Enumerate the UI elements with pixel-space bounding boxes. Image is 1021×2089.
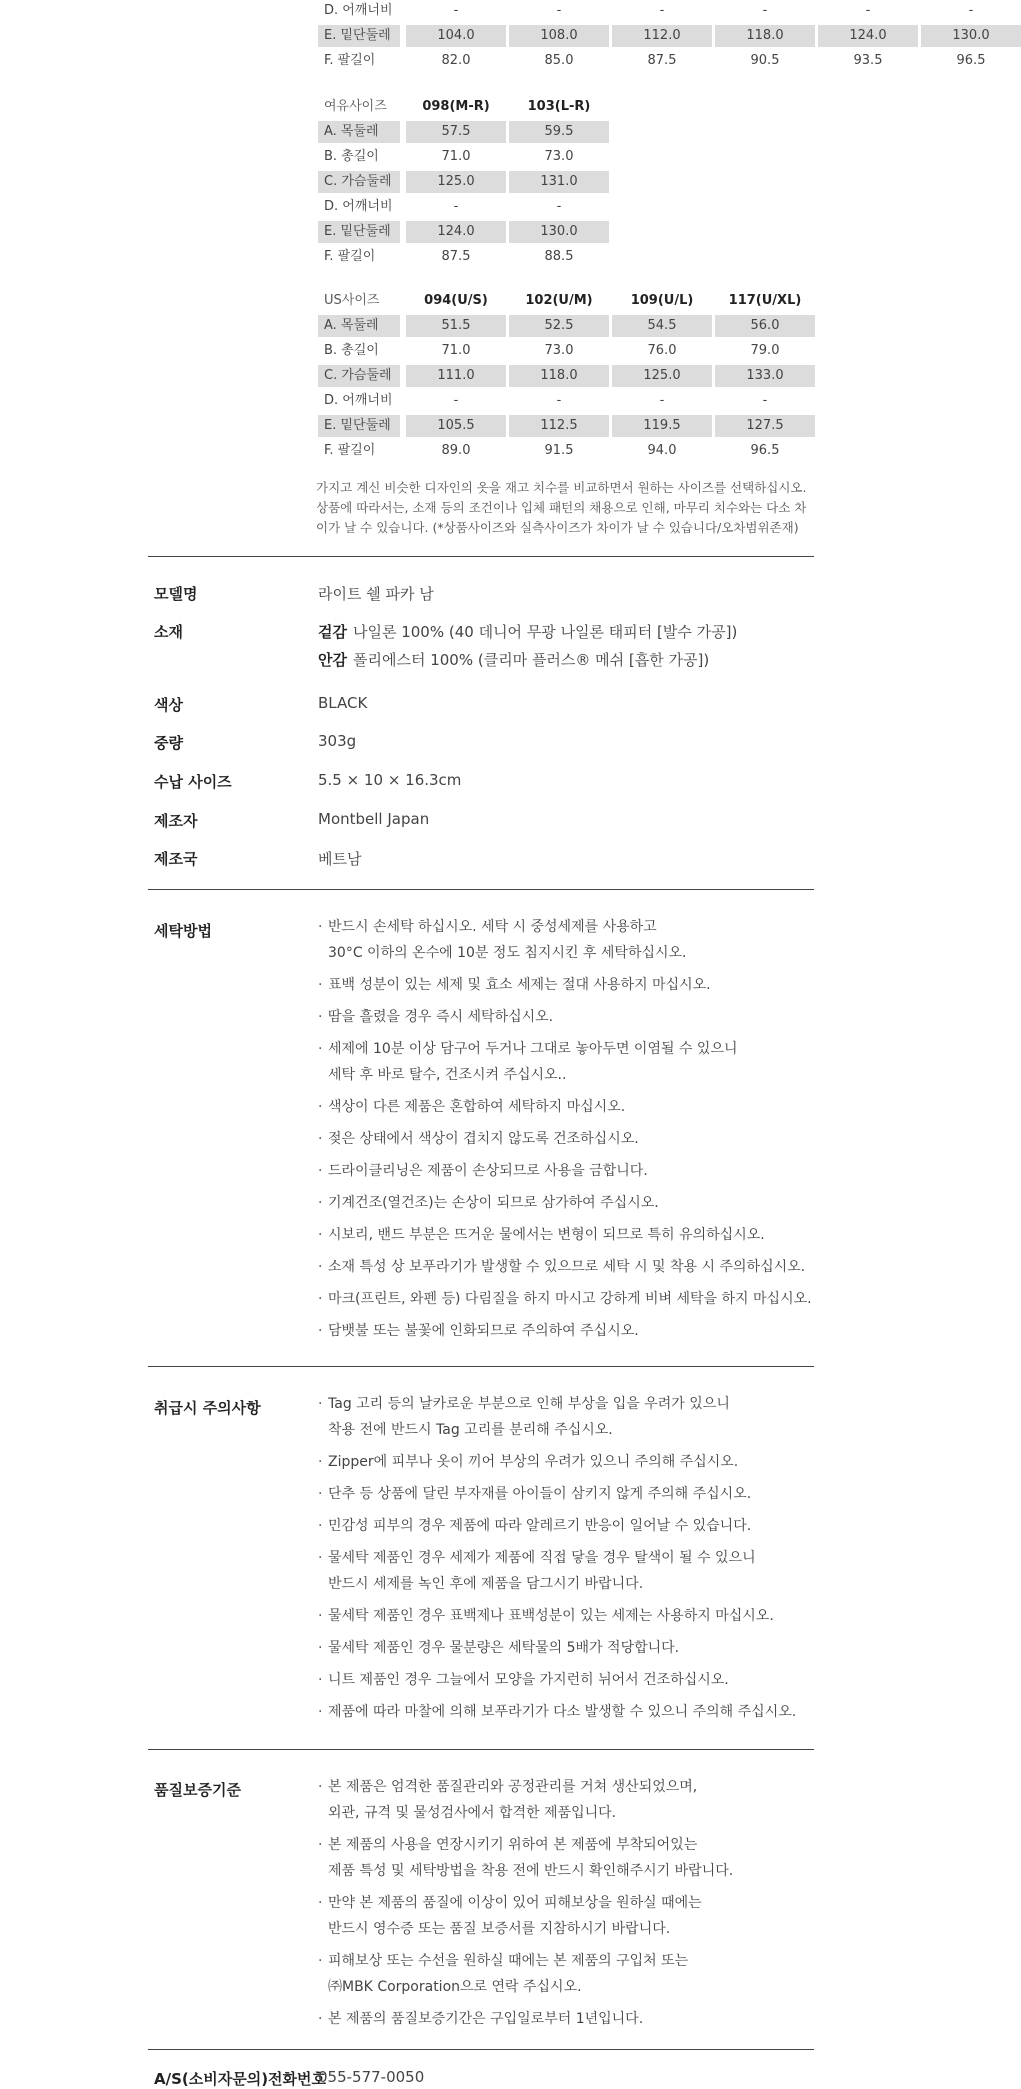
washing-list-item [318, 1318, 818, 1344]
washing-list-item [318, 1190, 818, 1216]
washing-list-item [318, 1126, 818, 1152]
washing-list-item [318, 1036, 818, 1088]
size-column-header: 102(U/M) [525, 293, 593, 308]
measurement-value: - [968, 3, 974, 18]
measurement-label: A. 목둘레 [318, 121, 400, 143]
measurement-label: D. 어깨너비 [324, 199, 393, 214]
bullet-icon: · [318, 1837, 323, 1853]
bullet-icon: · [318, 1486, 323, 1502]
material-label: 소재 [154, 623, 183, 641]
measurement-value: 56.0 [715, 315, 815, 337]
measurement-value: - [762, 393, 768, 408]
measurement-label: C. 가슴둘레 [318, 171, 400, 193]
measurement-value: 124.0 [818, 25, 918, 47]
bullet-icon: · [318, 1041, 323, 1057]
handling-list [318, 1391, 818, 1731]
size-column-header: 103(L-R) [527, 99, 591, 114]
handling-list-item [318, 1545, 818, 1597]
bullet-icon: · [318, 1550, 323, 1566]
bullet-icon: · [318, 1396, 323, 1412]
measurement-value: 85.0 [544, 53, 574, 68]
measurement-value: 124.0 [406, 221, 506, 243]
measurement-value: - [556, 393, 562, 408]
bullet-icon: · [318, 1227, 323, 1243]
measurement-value: 51.5 [406, 315, 506, 337]
washing-list-item [318, 1254, 818, 1280]
bullet-icon: · [318, 1291, 323, 1307]
measurement-value: 133.0 [715, 365, 815, 387]
handling-item-text: 민감성 피부의 경우 제품에 따라 알레르기 반응이 일어날 수 있습니다. [328, 1518, 752, 1534]
measurement-label: E. 밑단둘레 [318, 415, 400, 437]
washing-list-item [318, 914, 818, 966]
measurement-label: D. 어깨너비 [324, 393, 393, 408]
bullet-icon: · [318, 1608, 323, 1624]
divider [148, 2049, 814, 2050]
measurement-value: 89.0 [441, 443, 471, 458]
measurement-value: 71.0 [441, 343, 471, 358]
size-column-header: 094(U/S) [424, 293, 488, 308]
washing-item-text: 기계건조(열건조)는 손상이 되므로 삼가하여 주십시오. [328, 1195, 659, 1211]
weight-label: 중량 [154, 734, 183, 752]
washing-item-text: 시보리, 밴드 부분은 뜨거운 물에서는 변형이 되므로 특히 유의하십시오. [328, 1227, 765, 1243]
measurement-value: 104.0 [406, 25, 506, 47]
color-value: BLACK [318, 694, 368, 712]
measurement-value: 57.5 [406, 121, 506, 143]
warranty-list-item [318, 1948, 818, 2000]
handling-list-item [318, 1667, 818, 1693]
measurement-value: 130.0 [509, 221, 609, 243]
country-value: 베트남 [318, 850, 362, 868]
measurement-value: 71.0 [441, 149, 471, 164]
measurement-value: 108.0 [509, 25, 609, 47]
handling-item-text: 물세탁 제품인 경우 세제가 제품에 직접 닿을 경우 탈색이 될 수 있으니 반드시 세제를 녹인 후에 제품을 담그시기 바랍니다. [328, 1550, 756, 1592]
washing-item-text: 세제에 10분 이상 담구어 두거나 그대로 놓아두면 이염될 수 있으니 세탁 후 바로 탈수, 건조시켜 주십시오.. [328, 1041, 738, 1083]
measurement-value: - [556, 3, 562, 18]
inner-value: 폴리에스터 100% (클리마 플러스® 메쉬 [흡한 가공]) [352, 651, 710, 669]
stuff-size-value: 5.5 × 10 × 16.3cm [318, 771, 462, 789]
size-column-header: 117(U/XL) [728, 293, 802, 308]
measurement-value: - [659, 393, 665, 408]
divider [148, 1749, 814, 1750]
measurement-value: 119.5 [612, 415, 712, 437]
divider [148, 1366, 814, 1367]
measurement-value: 112.5 [509, 415, 609, 437]
measurement-value: 96.5 [750, 443, 780, 458]
bullet-icon: · [318, 1131, 323, 1147]
measurement-value: 91.5 [544, 443, 574, 458]
washing-list-item [318, 1286, 818, 1312]
model-label: 모델명 [154, 585, 198, 603]
measurement-value: 59.5 [509, 121, 609, 143]
measurement-value: 76.0 [647, 343, 677, 358]
handling-list-item [318, 1513, 818, 1539]
handling-list-item [318, 1449, 818, 1475]
washing-item-text: 소재 특성 상 보푸라기가 발생할 수 있으므로 세탁 시 및 착용 시 주의하십시오. [328, 1259, 806, 1275]
measurement-value: 118.0 [509, 365, 609, 387]
measurement-label: F. 팔길이 [324, 249, 376, 264]
measurement-value: - [865, 3, 871, 18]
measurement-label: E. 밑단둘레 [318, 221, 400, 243]
bullet-icon: · [318, 1779, 323, 1795]
measurement-value: 73.0 [544, 343, 574, 358]
size-header-label: US사이즈 [324, 293, 380, 308]
warranty-item-text: 만약 본 제품의 품질에 이상이 있어 피해보상을 원하실 때에는 반드시 영수증 또는 품질 보증서를 지참하시기 바랍니다. [328, 1895, 702, 1937]
size-header-label: 여유사이즈 [324, 99, 387, 114]
washing-list-item [318, 1158, 818, 1184]
measurement-value: 125.0 [612, 365, 712, 387]
measurement-value: - [659, 3, 665, 18]
handling-list-item [318, 1635, 818, 1661]
measurement-value: 54.5 [612, 315, 712, 337]
washing-list-item [318, 1222, 818, 1248]
warranty-list [318, 1774, 818, 2038]
warranty-list-item [318, 1774, 818, 1826]
weight-value: 303g [318, 732, 357, 750]
divider [148, 889, 814, 890]
washing-item-text: 담뱃불 또는 불꽃에 인화되므로 주의하여 주십시오. [328, 1323, 639, 1339]
washing-list-item [318, 1004, 818, 1030]
washing-item-text: 반드시 손세탁 하십시오. 세탁 시 중성세제를 사용하고 30°C 이하의 온수에 10분 정도 침지시킨 후 세탁하십시오. [328, 919, 687, 961]
measurement-value: - [453, 3, 459, 18]
bullet-icon: · [318, 2011, 323, 2027]
washing-item-text: 땀을 흘렸을 경우 즉시 세탁하십시오. [328, 1009, 554, 1025]
measurement-label: E. 밑단둘레 [318, 25, 400, 47]
bullet-icon: · [318, 919, 323, 935]
warranty-list-item [318, 1832, 818, 1884]
measurement-label: F. 팔길이 [324, 53, 376, 68]
inner-label: 안감 [318, 651, 347, 669]
measurement-label: A. 목둘레 [318, 315, 400, 337]
warranty-list-item [318, 1890, 818, 1942]
measurement-value: 82.0 [441, 53, 471, 68]
washing-item-text: 색상이 다른 제품은 혼합하여 세탁하지 마십시오. [328, 1099, 626, 1115]
warranty-item-text: 본 제품의 사용을 연장시키기 위하여 본 제품에 부착되어있는 제품 특성 및 세탁방법을 착용 전에 반드시 확인해주시기 바랍니다. [328, 1837, 734, 1879]
measurement-value: 125.0 [406, 171, 506, 193]
color-label: 색상 [154, 696, 183, 714]
model-value: 라이트 쉘 파카 남 [318, 585, 434, 603]
as-phone-label: A/S(소비자문의)전화번호 [154, 2070, 327, 2088]
measurement-value: 87.5 [647, 53, 677, 68]
measurement-value: 131.0 [509, 171, 609, 193]
warranty-item-text: 피해보상 또는 수선을 원하실 때에는 본 제품의 구입처 또는 ㈜MBK Corporation으로 연락 주십시오. [328, 1953, 689, 1995]
inner-material [318, 649, 709, 670]
outer-label: 겉감 [318, 623, 347, 641]
measurement-value: 111.0 [406, 365, 506, 387]
washing-item-text: 표백 성분이 있는 세제 및 효소 세제는 절대 사용하지 마십시오. [328, 977, 711, 993]
warranty-list-item [318, 2006, 818, 2032]
bullet-icon: · [318, 977, 323, 993]
handling-item-text: 제품에 따라 마찰에 의해 보푸라기가 다소 발생할 수 있으니 주의해 주십시오. [328, 1704, 797, 1720]
bullet-icon: · [318, 1704, 323, 1720]
washing-list [318, 914, 818, 1350]
bullet-icon: · [318, 1640, 323, 1656]
as-phone-value: 055-577-0050 [318, 2068, 425, 2086]
stuff-size-label: 수납 사이즈 [154, 773, 232, 791]
handling-list-item [318, 1391, 818, 1443]
measurement-value: - [453, 393, 459, 408]
bullet-icon: · [318, 1099, 323, 1115]
bullet-icon: · [318, 1323, 323, 1339]
handling-title: 취급시 주의사항 [154, 1399, 261, 1417]
bullet-icon: · [318, 1259, 323, 1275]
handling-list-item [318, 1481, 818, 1507]
measurement-value: 93.5 [853, 53, 883, 68]
measurement-value: 118.0 [715, 25, 815, 47]
measurement-value: 96.5 [956, 53, 986, 68]
country-label: 제조국 [154, 850, 198, 868]
measurement-value: 112.0 [612, 25, 712, 47]
measurement-label: B. 총길이 [324, 343, 379, 358]
bullet-icon: · [318, 1454, 323, 1470]
bullet-icon: · [318, 1163, 323, 1179]
bullet-icon: · [318, 1672, 323, 1688]
measurement-value: 105.5 [406, 415, 506, 437]
outer-value: 나일론 100% (40 데니어 무광 나일론 태피터 [발수 가공]) [352, 623, 738, 641]
measurement-label: D. 어깨너비 [324, 3, 393, 18]
bullet-icon: · [318, 1953, 323, 1969]
size-note: 가지고 계신 비슷한 디자인의 옷을 재고 치수를 비교하면서 원하는 사이즈를 선택하십시오. 상품에 따라서는, 소재 등의 조건이나 입체 패턴의 채용으로 인해, 마무리 치수와는 다소 차이가 날 수 있습니다. (*상품사이즈와 실측사이즈가 차이가 날 수 있습니다/오차범위존재) [316, 480, 807, 535]
handling-item-text: Tag 고리 등의 날카로운 부분으로 인해 부상을 입을 우려가 있으니 착용 전에 반드시 Tag 고리를 분리해 주십시오. [328, 1396, 730, 1438]
handling-item-text: 물세탁 제품인 경우 표백제나 표백성분이 있는 세제는 사용하지 마십시오. [328, 1608, 774, 1624]
measurement-value: - [762, 3, 768, 18]
handling-list-item [318, 1699, 818, 1725]
measurement-value: 94.0 [647, 443, 677, 458]
measurement-value: - [556, 199, 562, 214]
measurement-value: 73.0 [544, 149, 574, 164]
divider [148, 556, 814, 557]
measurement-value: - [453, 199, 459, 214]
measurement-label: F. 팔길이 [324, 443, 376, 458]
size-column-header: 098(M-R) [422, 99, 490, 114]
measurement-value: 90.5 [750, 53, 780, 68]
measurement-value: 87.5 [441, 249, 471, 264]
washing-list-item [318, 972, 818, 998]
maker-value: Montbell Japan [318, 810, 430, 828]
washing-item-text: 젖은 상태에서 색상이 겹치지 않도록 건조하십시오. [328, 1131, 639, 1147]
measurement-value: 130.0 [921, 25, 1021, 47]
bullet-icon: · [318, 1195, 323, 1211]
washing-item-text: 드라이클리닝은 제품이 손상되므로 사용을 금합니다. [328, 1163, 648, 1179]
warranty-title: 품질보증기준 [154, 1781, 241, 1799]
measurement-label: B. 총길이 [324, 149, 379, 164]
measurement-label: C. 가슴둘레 [318, 365, 400, 387]
handling-item-text: Zipper에 피부나 옷이 끼어 부상의 우려가 있으니 주의해 주십시오. [328, 1454, 739, 1470]
size-column-header: 109(U/L) [630, 293, 694, 308]
outer-material [318, 621, 737, 642]
handling-item-text: 단추 등 상품에 달린 부자재를 아이들이 삼키지 않게 주의해 주십시오. [328, 1486, 752, 1502]
handling-item-text: 니트 제품인 경우 그늘에서 모양을 가지런히 뉘어서 건조하십시오. [328, 1672, 729, 1688]
warranty-item-text: 본 제품의 품질보증기간은 구입일로부터 1년입니다. [328, 2011, 644, 2027]
handling-item-text: 물세탁 제품인 경우 물분량은 세탁물의 5배가 적당합니다. [328, 1640, 680, 1656]
washing-item-text: 마크(프린트, 와펜 등) 다림질을 하지 마시고 강하게 비벼 세탁을 하지 마십시오. [328, 1291, 812, 1307]
measurement-value: 52.5 [509, 315, 609, 337]
washing-list-item [318, 1094, 818, 1120]
bullet-icon: · [318, 1518, 323, 1534]
bullet-icon: · [318, 1895, 323, 1911]
warranty-item-text: 본 제품은 엄격한 품질관리와 공정관리를 거쳐 생산되었으며, 외관, 규격 및 물성검사에서 합격한 제품입니다. [328, 1779, 698, 1821]
maker-label: 제조자 [154, 812, 198, 830]
washing-title: 세탁방법 [154, 922, 212, 940]
measurement-value: 88.5 [544, 249, 574, 264]
measurement-value: 127.5 [715, 415, 815, 437]
handling-list-item [318, 1603, 818, 1629]
measurement-value: 79.0 [750, 343, 780, 358]
bullet-icon: · [318, 1009, 323, 1025]
